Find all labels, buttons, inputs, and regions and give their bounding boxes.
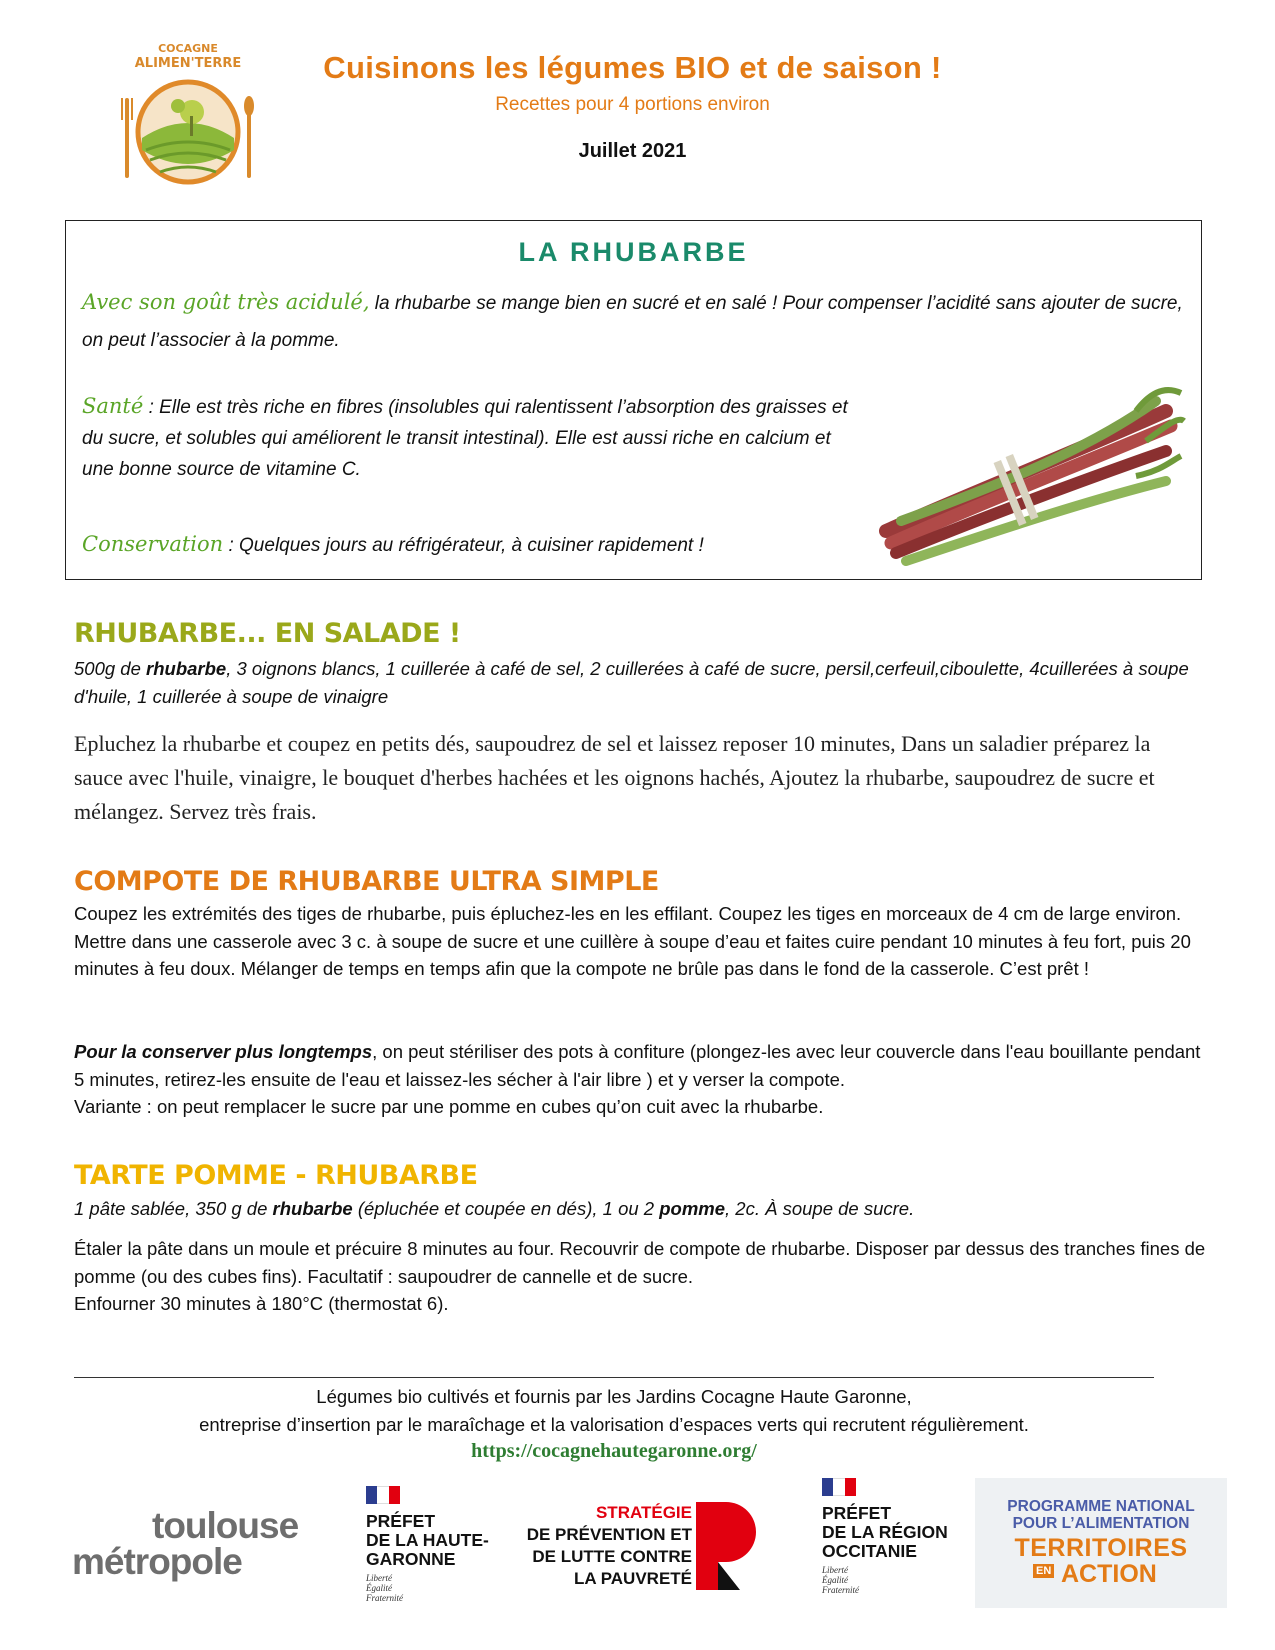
ingredients-text: , 2c. À soupe de sucre. <box>725 1198 915 1219</box>
ingredients-text: 1 pâte sablée, 350 g de <box>74 1198 273 1219</box>
ingredient-highlight: pomme <box>659 1198 726 1219</box>
recipe-salad-instructions: Epluchez la rhubarbe et coupez en petits dés, saupoudrez de sel et laissez reposer 10 minutes, Dans un saladier préparez la sauce avec l'huile, vinaigre, le bouquet d'herbes hachées et les oignons hachés, Ajoutez la rhubarbe, saupoudrez de sucre et mélangez. Servez très frais. <box>74 731 1155 824</box>
logo-motto: Égalité <box>366 1583 392 1593</box>
ingredients-text: (épluchée et coupée en dés), 1 ou 2 <box>352 1198 660 1219</box>
intro-lead: Avec son goût très acidulé, <box>82 290 370 314</box>
prefet-occitanie-logo <box>822 1478 972 1600</box>
page-subtitle: Recettes pour 4 portions environ <box>495 94 770 115</box>
logo-text: PROGRAMME NATIONAL <box>1007 1498 1195 1515</box>
intro-box <box>65 220 1202 580</box>
marianne-flag-icon <box>366 1486 400 1504</box>
p-logo-icon <box>696 1502 756 1590</box>
footer-link[interactable]: https://cocagnehautegaronne.org/ <box>471 1440 757 1462</box>
logo-text: DE LA RÉGION <box>822 1522 948 1542</box>
health-paragraph <box>82 391 862 486</box>
logo-text: LA PAUVRETÉ <box>573 1569 692 1588</box>
marianne-flag-icon <box>822 1478 856 1496</box>
logo-text: TERRITOIRES <box>1014 1534 1188 1562</box>
logo-text: OCCITANIE <box>822 1541 917 1561</box>
intro-paragraph <box>82 284 1192 360</box>
vegetable-title: LA RHUBARBE <box>518 237 749 267</box>
health-label: Santé <box>82 394 144 418</box>
footer-divider <box>74 1377 1154 1378</box>
logo-motto: Liberté <box>366 1573 392 1583</box>
storage-label: Conservation <box>82 532 224 556</box>
ingredient-highlight: rhubarbe <box>146 658 227 679</box>
ingredient-highlight: rhubarbe <box>272 1198 353 1219</box>
ingredients-text: , 3 oignons blancs, 1 cuillerée à café de sel, 2 cuillerées à café de sucre, persil,cerfeuil,ciboulette, 4cuillerées à soupe d'huile, 1 cuillerée à soupe de vinaigre <box>74 658 1189 707</box>
instructions-text: Étaler la pâte dans un moule et précuire 8 minutes au four. Recouvrir de compote de rhubarbe. Disposer par dessus des tranches fines de pomme (ou des cubes fins). Facultatif : saupoudrer de cannelle et de sucre. <box>74 1238 1206 1287</box>
recipe-tart-title: TARTE POMME - RHUBARBE <box>74 1160 478 1191</box>
logo-text: métropole <box>72 1541 242 1582</box>
logo-text: toulouse <box>152 1505 299 1546</box>
footer-text: entreprise d’insertion par le maraîchage et la valorisation d’espaces verts qui recrutent régulièrement. <box>199 1414 1029 1435</box>
recipe-tart-ingredients <box>74 1195 1214 1223</box>
tip-text: , on peut stériliser des pots à confiture (plongez-les avec leur couvercle dans l'eau bouillante pendant 5 minutes, retirez-les ensuite de l'eau et laissez-les sécher à l'air libre ) et y verser la compote. <box>74 1041 1201 1090</box>
footer-text: Légumes bio cultivés et fournis par les Jardins Cocagne Haute Garonne, <box>316 1386 912 1407</box>
logo-text: PRÉFET <box>366 1511 436 1531</box>
issue-date: Juillet 2021 <box>578 140 687 162</box>
page-title: Cuisinons les légumes BIO et de saison ! <box>323 50 942 85</box>
logo-text: EN <box>1033 1564 1054 1578</box>
logo-text: DE LA HAUTE- <box>366 1530 489 1550</box>
toulouse-metropole-logo <box>72 1505 342 1585</box>
health-text: Elle est très riche en fibres (insolubles qui ralentissent l’absorption des graisses et du sucre, et solubles qui améliorent le transit intestinal). Elle est aussi riche en calcium et une bonne source de vitamine C. <box>82 397 848 480</box>
logo-motto: Fraternité <box>822 1585 859 1595</box>
svg-text:ALIMEN'TERRE: ALIMEN'TERRE <box>134 56 242 71</box>
recipe-salad-title: RHUBARBE... EN SALADE ! <box>74 618 461 649</box>
logo-text: GARONNE <box>366 1549 456 1569</box>
logo-text: STRATÉGIE <box>595 1503 692 1522</box>
logo-text: DE PRÉVENTION ET <box>526 1525 692 1544</box>
intro-text: la rhubarbe se mange bien en sucré et en salé ! Pour compenser l’acidité sans ajouter de sucre, on peut l’associer à la pomme. <box>82 293 1183 351</box>
variant-text: Variante : on peut remplacer le sucre par une pomme en cubes qu’on cuit avec la rhubarbe. <box>74 1096 824 1117</box>
rhubarb-photo <box>866 381 1186 566</box>
logo-text <box>512 1502 692 1590</box>
tip-lead: Pour la conserver plus longtemps <box>74 1041 373 1062</box>
strategie-pauvrete-logo <box>512 1502 752 1597</box>
logo-text: PRÉFET <box>822 1503 892 1523</box>
logo-motto: Liberté <box>822 1565 848 1575</box>
recipe-salad-ingredients <box>74 655 1214 711</box>
logo-motto: Égalité <box>822 1575 848 1585</box>
logo-motto: Fraternité <box>366 1593 403 1603</box>
recipe-tart-instructions <box>74 1235 1214 1318</box>
ingredients-text: 500g de <box>74 658 147 679</box>
logo-text: ACTION <box>1061 1560 1157 1588</box>
storage-text: Quelques jours au réfrigérateur, à cuisiner rapidement ! <box>239 535 704 556</box>
storage-paragraph <box>82 529 862 562</box>
svg-text:COCAGNE: COCAGNE <box>158 42 218 55</box>
instructions-text: Enfourner 30 minutes à 180°C (thermostat 6). <box>74 1293 449 1314</box>
logo-text: POUR L’ALIMENTATION <box>1012 1515 1190 1532</box>
recipe-compote-tip <box>74 1038 1214 1121</box>
recipe-compote-instructions: Coupez les extrémités des tiges de rhubarbe, puis épluchez-les en les effilant. Coupez les tiges en morceaux de 4 cm de large environ. Mettre dans une casserole avec 3 c. à soupe de sucre et une cuillère à soupe d’eau et faites cuire pendant 10 minutes à feu fort, puis 20 minutes à feu doux. Mélanger de temps en temps afin que la compote ne brûle pas dans le fond de la casserole. C’est prêt ! <box>74 903 1191 979</box>
storage-separator: : <box>223 535 240 556</box>
logo-text: DE LUTTE CONTRE <box>532 1547 692 1566</box>
health-separator: : <box>143 397 160 418</box>
programme-national-alimentation-logo <box>975 1478 1227 1608</box>
prefet-haute-garonne-logo <box>366 1486 516 1603</box>
recipe-compote-title: COMPOTE DE RHUBARBE ULTRA SIMPLE <box>74 866 659 897</box>
